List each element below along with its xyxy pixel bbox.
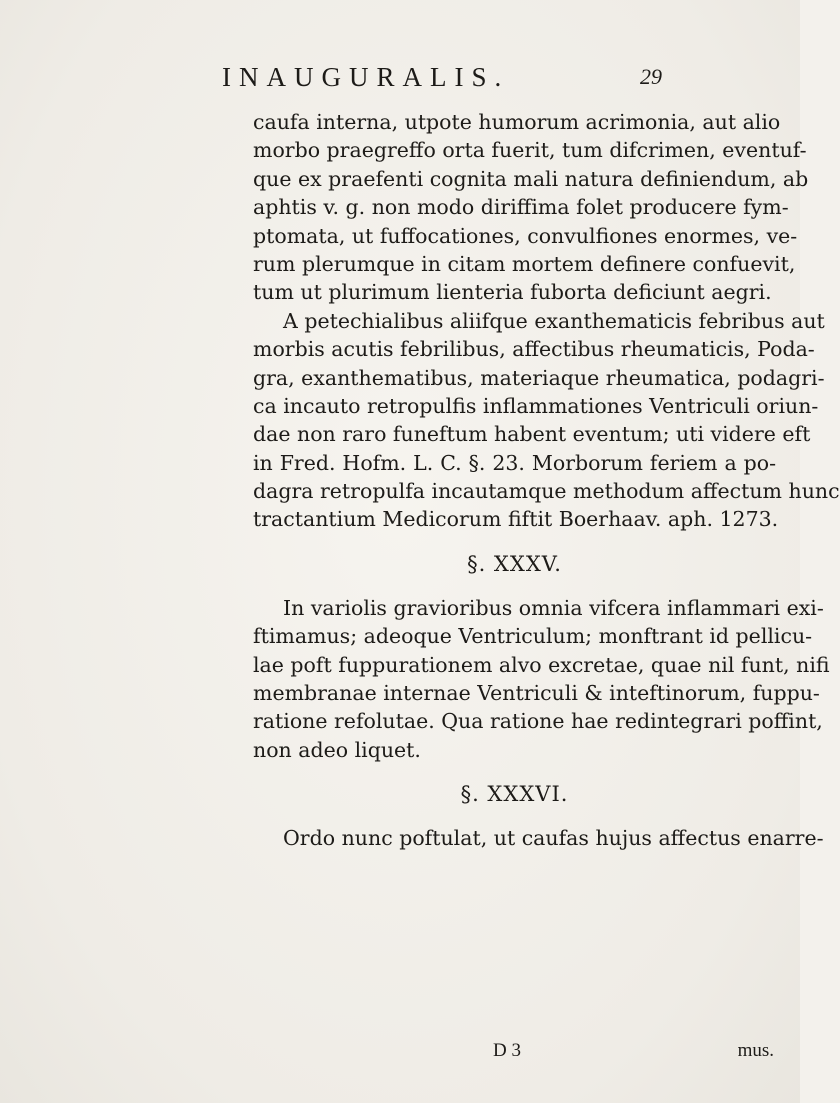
text-line: lae poft fuppurationem alvo excretae, quae nil funt, nifi <box>253 652 830 677</box>
section-heading: §. XXXV. <box>467 551 562 576</box>
running-title: INAUGURALIS. <box>222 62 510 92</box>
page-footer <box>253 1040 776 1068</box>
text-line: caufa interna, utpote humorum acrimonia, aut alio <box>253 110 781 134</box>
text-line: morbis acutis febrilibus, affectibus rheumaticis, Poda- <box>253 337 815 362</box>
text-line: non adeo liquet. <box>253 737 421 762</box>
page-header <box>222 62 662 102</box>
text-line: morbo praegreffo orta fuerit, tum difcrimen, eventuf- <box>253 138 807 163</box>
catchword: mus. <box>737 1040 774 1061</box>
text-line: Ordo nunc poftulat, ut caufas hujus affectus enarre- <box>283 826 824 851</box>
text-line: tum ut plurimum lienteria fuborta deficiunt aegri. <box>253 280 772 305</box>
text-line: in Fred. Hofm. L. C. §. 23. Morborum feriem a po- <box>253 450 776 475</box>
text-line: A petechialibus aliifque exanthematicis febribus aut <box>283 308 825 333</box>
text-line: aphtis v. g. non modo diriffima folet producere fym- <box>253 195 789 220</box>
text-line: dagra retropulfa incautamque methodum affectum hunc <box>253 479 840 504</box>
text-line: In variolis gravioribus omnia vifcera inflammari exi- <box>283 595 824 620</box>
section-heading: §. XXXVI. <box>460 782 569 807</box>
text-line: tractantium Medicorum fiftit Boerhaav. aph. 1273. <box>253 507 779 532</box>
text-line: ftimamus; adeoque Ventriculum; monftrant id pellicu- <box>253 624 813 649</box>
body-text <box>253 108 840 853</box>
text-line: ca incauto retropulfis inflammationes Ventriculi oriun- <box>253 393 819 418</box>
page-number: 29 <box>640 64 662 89</box>
text-line: gra, exanthematibus, materiaque rheumatica, podagri- <box>253 365 825 390</box>
text-line: que ex praefenti cognita mali natura definiendum, ab <box>253 166 809 191</box>
text-line: rum plerumque in citam mortem definere confuevit, <box>253 251 796 276</box>
text-line: dae non raro funeftum habent eventum; uti videre eft <box>253 422 811 447</box>
signature-mark: D 3 <box>493 1040 521 1061</box>
text-line: ptomata, ut fuffocationes, convulfiones enormes, ve- <box>253 223 798 248</box>
text-line: ratione refolutae. Qua ratione hae redintegrari poffint, <box>253 709 823 734</box>
text-line: membranae internae Ventriculi & inteftinorum, fuppu- <box>253 681 820 706</box>
